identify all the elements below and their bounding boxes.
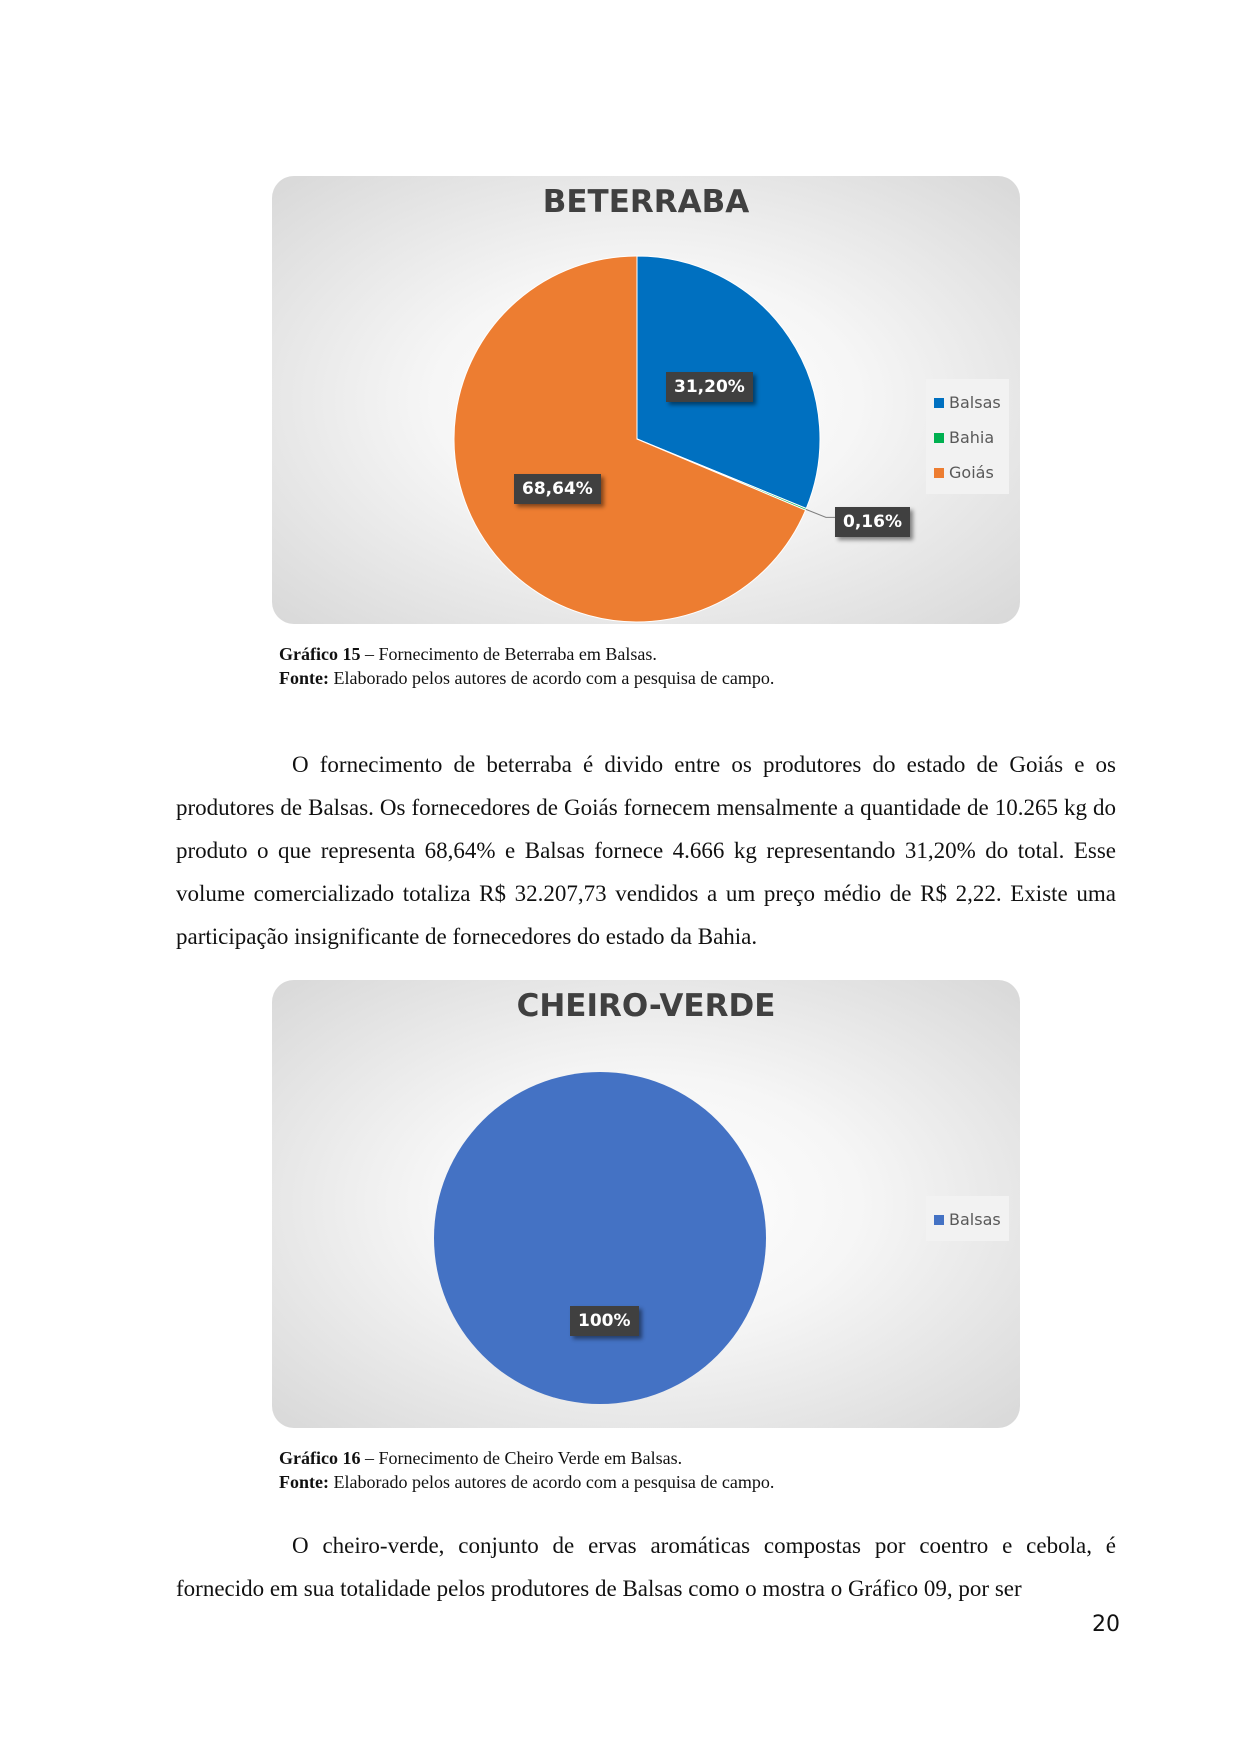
chart-title: CHEIRO-VERDE xyxy=(516,988,776,1024)
legend-swatch xyxy=(934,1215,944,1225)
pie-slice-balsas xyxy=(434,1072,766,1404)
data-label-balsas: 31,20% xyxy=(666,372,753,402)
legend-label: Goiás xyxy=(949,463,994,482)
data-label-goias: 68,64% xyxy=(514,474,601,504)
legend-item-goias xyxy=(934,455,1001,490)
figure-label: Gráfico 16 xyxy=(279,1448,361,1468)
source-text: Elaborado pelos autores de acordo com a pesquisa de campo. xyxy=(328,668,775,688)
pie-beterraba xyxy=(272,176,1020,624)
figure-text: – Fornecimento de Beterraba em Balsas. xyxy=(360,644,657,664)
figure-caption-15 xyxy=(279,642,774,690)
source-label: Fonte: xyxy=(279,668,329,688)
source-text: Elaborado pelos autores de acordo com a pesquisa de campo. xyxy=(328,1472,775,1492)
caption-source-line xyxy=(279,1470,774,1494)
legend-swatch xyxy=(934,398,944,408)
chart-title: BETERRABA xyxy=(542,184,750,220)
legend-label: Balsas xyxy=(949,393,1001,412)
legend-item-balsas xyxy=(934,385,1001,420)
chart-legend xyxy=(926,1196,1009,1241)
data-label-balsas: 100% xyxy=(570,1306,639,1336)
page-number: 20 xyxy=(1092,1612,1120,1637)
caption-title-line xyxy=(279,642,774,666)
data-label-bahia: 0,16% xyxy=(835,507,910,537)
caption-title-line xyxy=(279,1446,774,1470)
legend-item-balsas xyxy=(934,1202,1001,1237)
body-paragraph-2: O cheiro-verde, conjunto de ervas aromáticas compostas por coentro e cebola, é fornecido em sua totalidade pelos produtores de Balsas como o mostra o Gráfico 09, por ser xyxy=(176,1533,1116,1601)
figure-label: Gráfico 15 xyxy=(279,644,361,664)
legend-swatch xyxy=(934,468,944,478)
legend-label: Balsas xyxy=(949,1210,1001,1229)
caption-source-line xyxy=(279,666,774,690)
body-paragraph-1: O fornecimento de beterraba é divido entre os produtores do estado de Goiás e os produtores de Balsas. Os fornecedores de Goiás fornecem mensalmente a quantidade de 10.265 kg do produto o que representa 68,64% e Balsas fornece 4.666 kg representando 31,20% do total. Esse volume comercializado totaliza R$ 32.207,73 vendidos a um preço médio de R$ 2,22. Existe uma participação insignificante de fornecedores do estado da Bahia. xyxy=(176,752,1116,949)
pie-cheiro-verde xyxy=(272,980,1020,1428)
chart-legend xyxy=(926,379,1009,494)
figure-caption-16 xyxy=(279,1446,774,1494)
legend-item-bahia xyxy=(934,420,1001,455)
source-label: Fonte: xyxy=(279,1472,329,1492)
legend-swatch xyxy=(934,433,944,443)
chart-beterraba xyxy=(272,176,1020,624)
chart-cheiro-verde xyxy=(272,980,1020,1428)
figure-text: – Fornecimento de Cheiro Verde em Balsas. xyxy=(360,1448,683,1468)
legend-label: Bahia xyxy=(949,428,995,447)
